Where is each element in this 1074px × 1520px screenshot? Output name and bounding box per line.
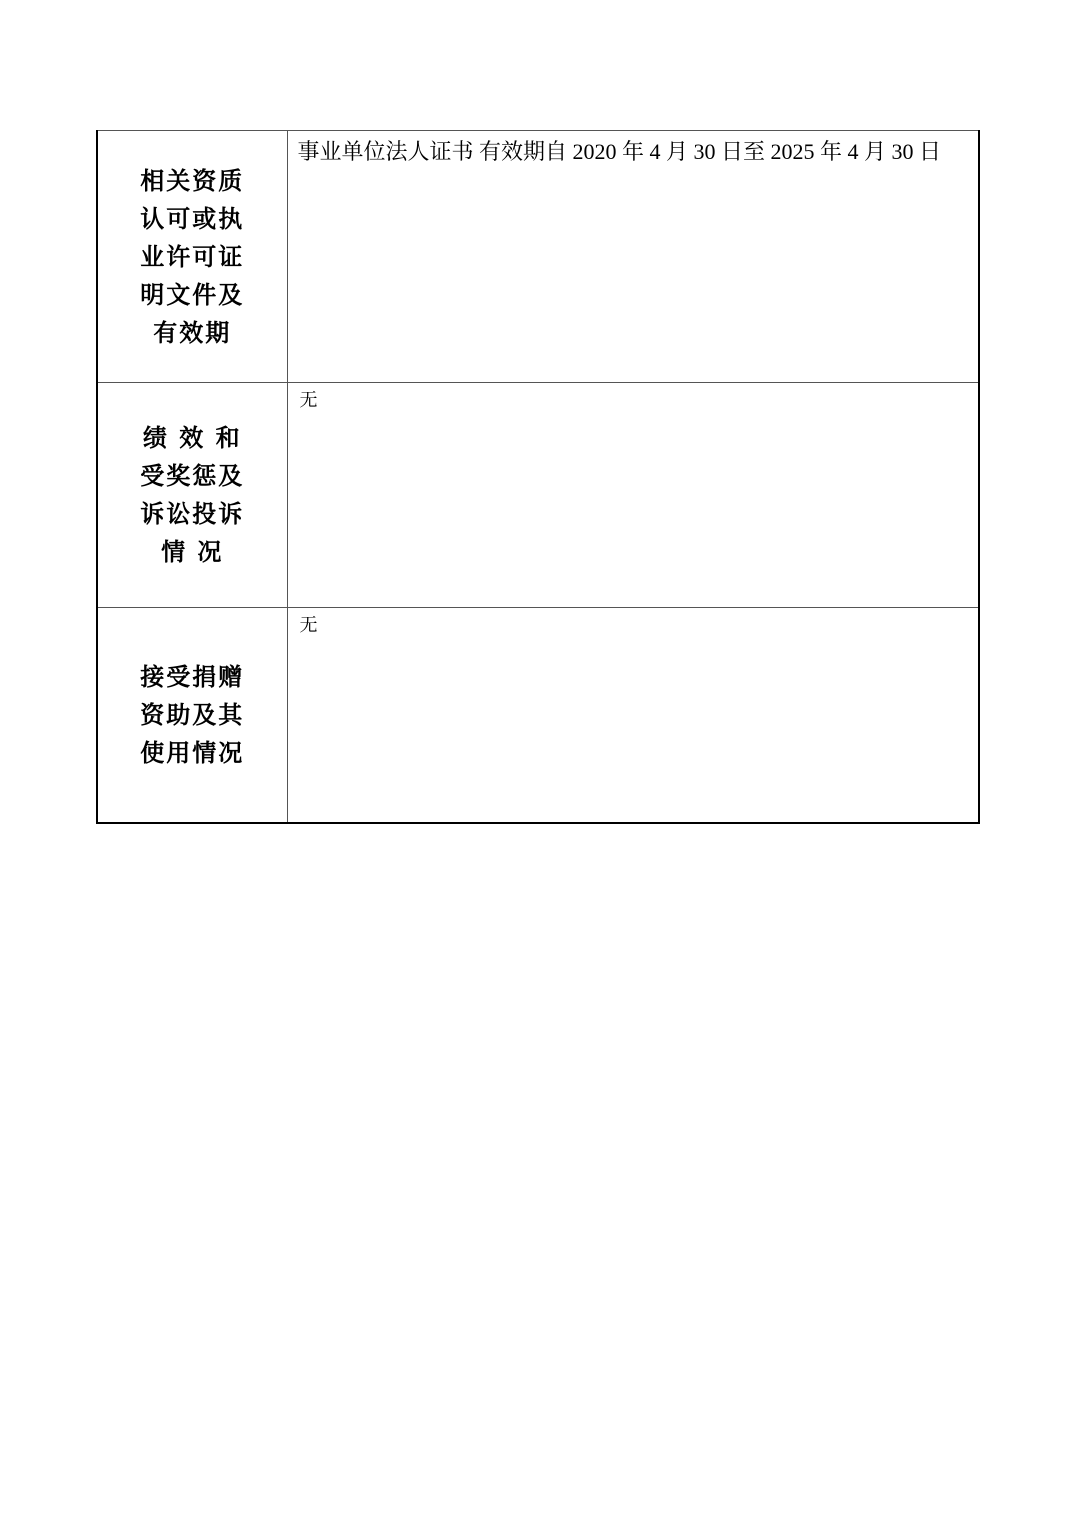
- donation-value: 无: [299, 615, 318, 635]
- qualification-value-cell: [287, 131, 979, 383]
- performance-label: 绩 效 和 受奖惩及 诉讼投诉 情 况: [140, 424, 245, 566]
- performance-label-cell: [97, 383, 287, 608]
- table-row: [97, 383, 979, 608]
- donation-value-cell: [287, 608, 979, 823]
- qualification-label-cell: [97, 131, 287, 383]
- table-row: [97, 131, 979, 383]
- donation-label-cell: [97, 608, 287, 823]
- qualification-label: 相关资质 认可或执 业许可证 明文件及 有效期: [140, 166, 245, 347]
- table-row: [97, 608, 979, 823]
- performance-value-cell: [287, 383, 979, 608]
- donation-label: 接受捐赠 资助及其 使用情况: [140, 662, 245, 767]
- performance-value: 无: [299, 390, 318, 410]
- qualification-value: 事业单位法人证书 有效期自 2020 年 4 月 30 日至 2025 年 4 月 30 日: [297, 139, 942, 164]
- info-table: [96, 130, 980, 824]
